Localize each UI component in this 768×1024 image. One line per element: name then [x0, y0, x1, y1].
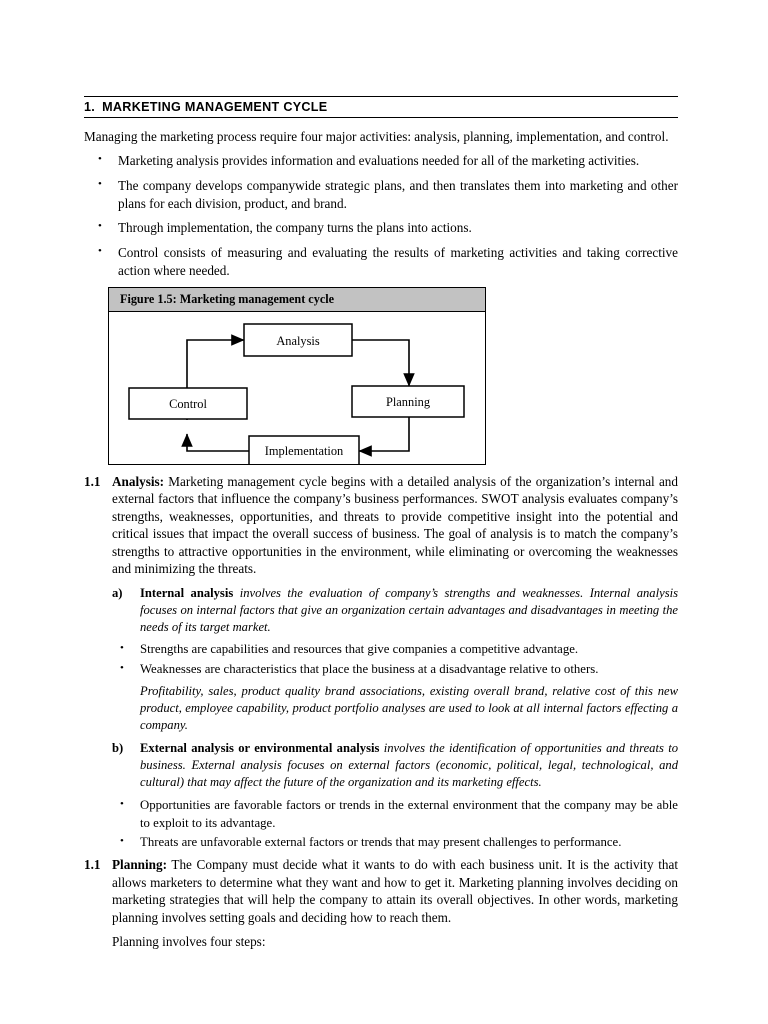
intro-paragraph: Managing the marketing process require four major activities: analysis, planning, implementation, and control. [84, 129, 669, 144]
figure-caption: Figure 1.5: Marketing management cycle [109, 288, 485, 312]
bullet-dot-icon: • [120, 642, 124, 655]
list-item [84, 177, 678, 212]
diagram-node-planning-label: Planning [385, 394, 431, 409]
bullet-dot-icon: • [98, 245, 102, 258]
subsection-letter: a) [112, 585, 123, 600]
planning-closing-line: Planning involves four steps: [112, 934, 266, 950]
list-item-text: Through implementation, the company turns the plans into actions. [118, 220, 472, 236]
list-item [84, 152, 678, 170]
subsection-external-analysis [84, 740, 678, 791]
list-item-text: Control consists of measuring and evaluating the results of marketing activities and taking corrective action where needed. [118, 245, 678, 278]
subsection-body: involves the identification of opportunities and threats to business. External analysis focuses on external factors (economic, political, legal, technological, and cultural) that may affect the future of the organization and its marketing effects. [140, 741, 678, 790]
cycle-diagram-svg [109, 312, 483, 464]
list-item [84, 641, 678, 659]
list-item [84, 834, 678, 852]
external-bullet-list [84, 797, 678, 852]
section-analysis [84, 473, 678, 578]
internal-analysis-note: Profitability, sales, product quality brand associations, existing overall brand, relative cost of this new product, employee capability, product portfolio analyses are used to look at all internal factors effecting a company. [140, 683, 678, 732]
heading-number: 1. [84, 100, 96, 114]
list-item [84, 219, 678, 237]
list-item-text: Threats are unfavorable external factors or trends that may present challenges to performance. [140, 835, 622, 850]
bullet-dot-icon: • [120, 662, 124, 675]
document-content [84, 96, 678, 951]
list-item-text: Opportunities are favorable factors or trends in the external environment that the company may be able to exploit to its advantage. [140, 798, 678, 830]
bullet-dot-icon: • [98, 153, 102, 166]
list-item [84, 661, 678, 679]
section-planning [84, 856, 678, 926]
section-title: Analysis: [112, 473, 165, 489]
subsection-letter: b) [112, 741, 124, 756]
section-body: The Company must decide what it wants to do with each business unit. It is the activity that allows marketers to determine what they want and how to get it. Marketing planning involves deciding on marketing strategies that will help the company to attain its overall objectives. In other words, marketing planning involves setting goals and deciding how to reach them. [112, 856, 678, 925]
list-item [84, 244, 678, 279]
list-item-text: The company develops companywide strategic plans, and then translates them into marketing and other plans for each division, product, and brand. [118, 178, 678, 211]
section-body: Marketing management cycle begins with a detailed analysis of the organization’s internal and external factors that influence the company’s business performances. SWOT analysis evaluates company’s strengths, weaknesses, opportunities, and threats to provide competitive insight into the potential and critical issues that impact the overall success of business. The goal of analysis is to match the company’s strengths to attractive opportunities in the environment, while eliminating or overcoming the weaknesses and minimizing the threats. [112, 473, 678, 577]
diagram-node-implementation-label: Implementation [264, 443, 344, 458]
subsection-title: Internal analysis [140, 585, 234, 600]
page-title [84, 96, 678, 118]
subsection-title: External analysis or environmental analysis [140, 741, 380, 756]
diagram-node-analysis-label: Analysis [276, 333, 320, 348]
bullet-dot-icon: • [120, 835, 124, 848]
list-item [84, 797, 678, 832]
list-item-text: Marketing analysis provides information and evaluations needed for all of the marketing activities. [118, 153, 640, 169]
section-number: 1.1 [84, 856, 101, 872]
list-item-text: Strengths are capabilities and resources that give companies a competitive advantage. [140, 642, 579, 657]
heading-title: MARKETING MANAGEMENT CYCLE [102, 100, 328, 114]
figure-diagram [109, 312, 485, 464]
heading-line [84, 100, 678, 114]
section-title: Planning: [112, 856, 167, 872]
diagram-node-control-label: Control [169, 396, 207, 411]
section-number: 1.1 [84, 473, 101, 489]
subsection-body: involves the evaluation of company’s strengths and weaknesses. Internal analysis focuses on internal factors that give an organization certain advantages and disadvantages in meeting the needs of its target market. [140, 585, 678, 634]
bullet-dot-icon: • [98, 178, 102, 191]
subsection-internal-analysis [84, 585, 678, 636]
internal-bullet-list [84, 641, 678, 678]
figure-marketing-management-cycle [108, 287, 486, 465]
bullet-dot-icon: • [98, 220, 102, 233]
top-bullet-list [84, 152, 678, 279]
bullet-dot-icon: • [120, 798, 124, 811]
list-item-text: Weaknesses are characteristics that place the business at a disadvantage relative to others. [140, 662, 599, 677]
